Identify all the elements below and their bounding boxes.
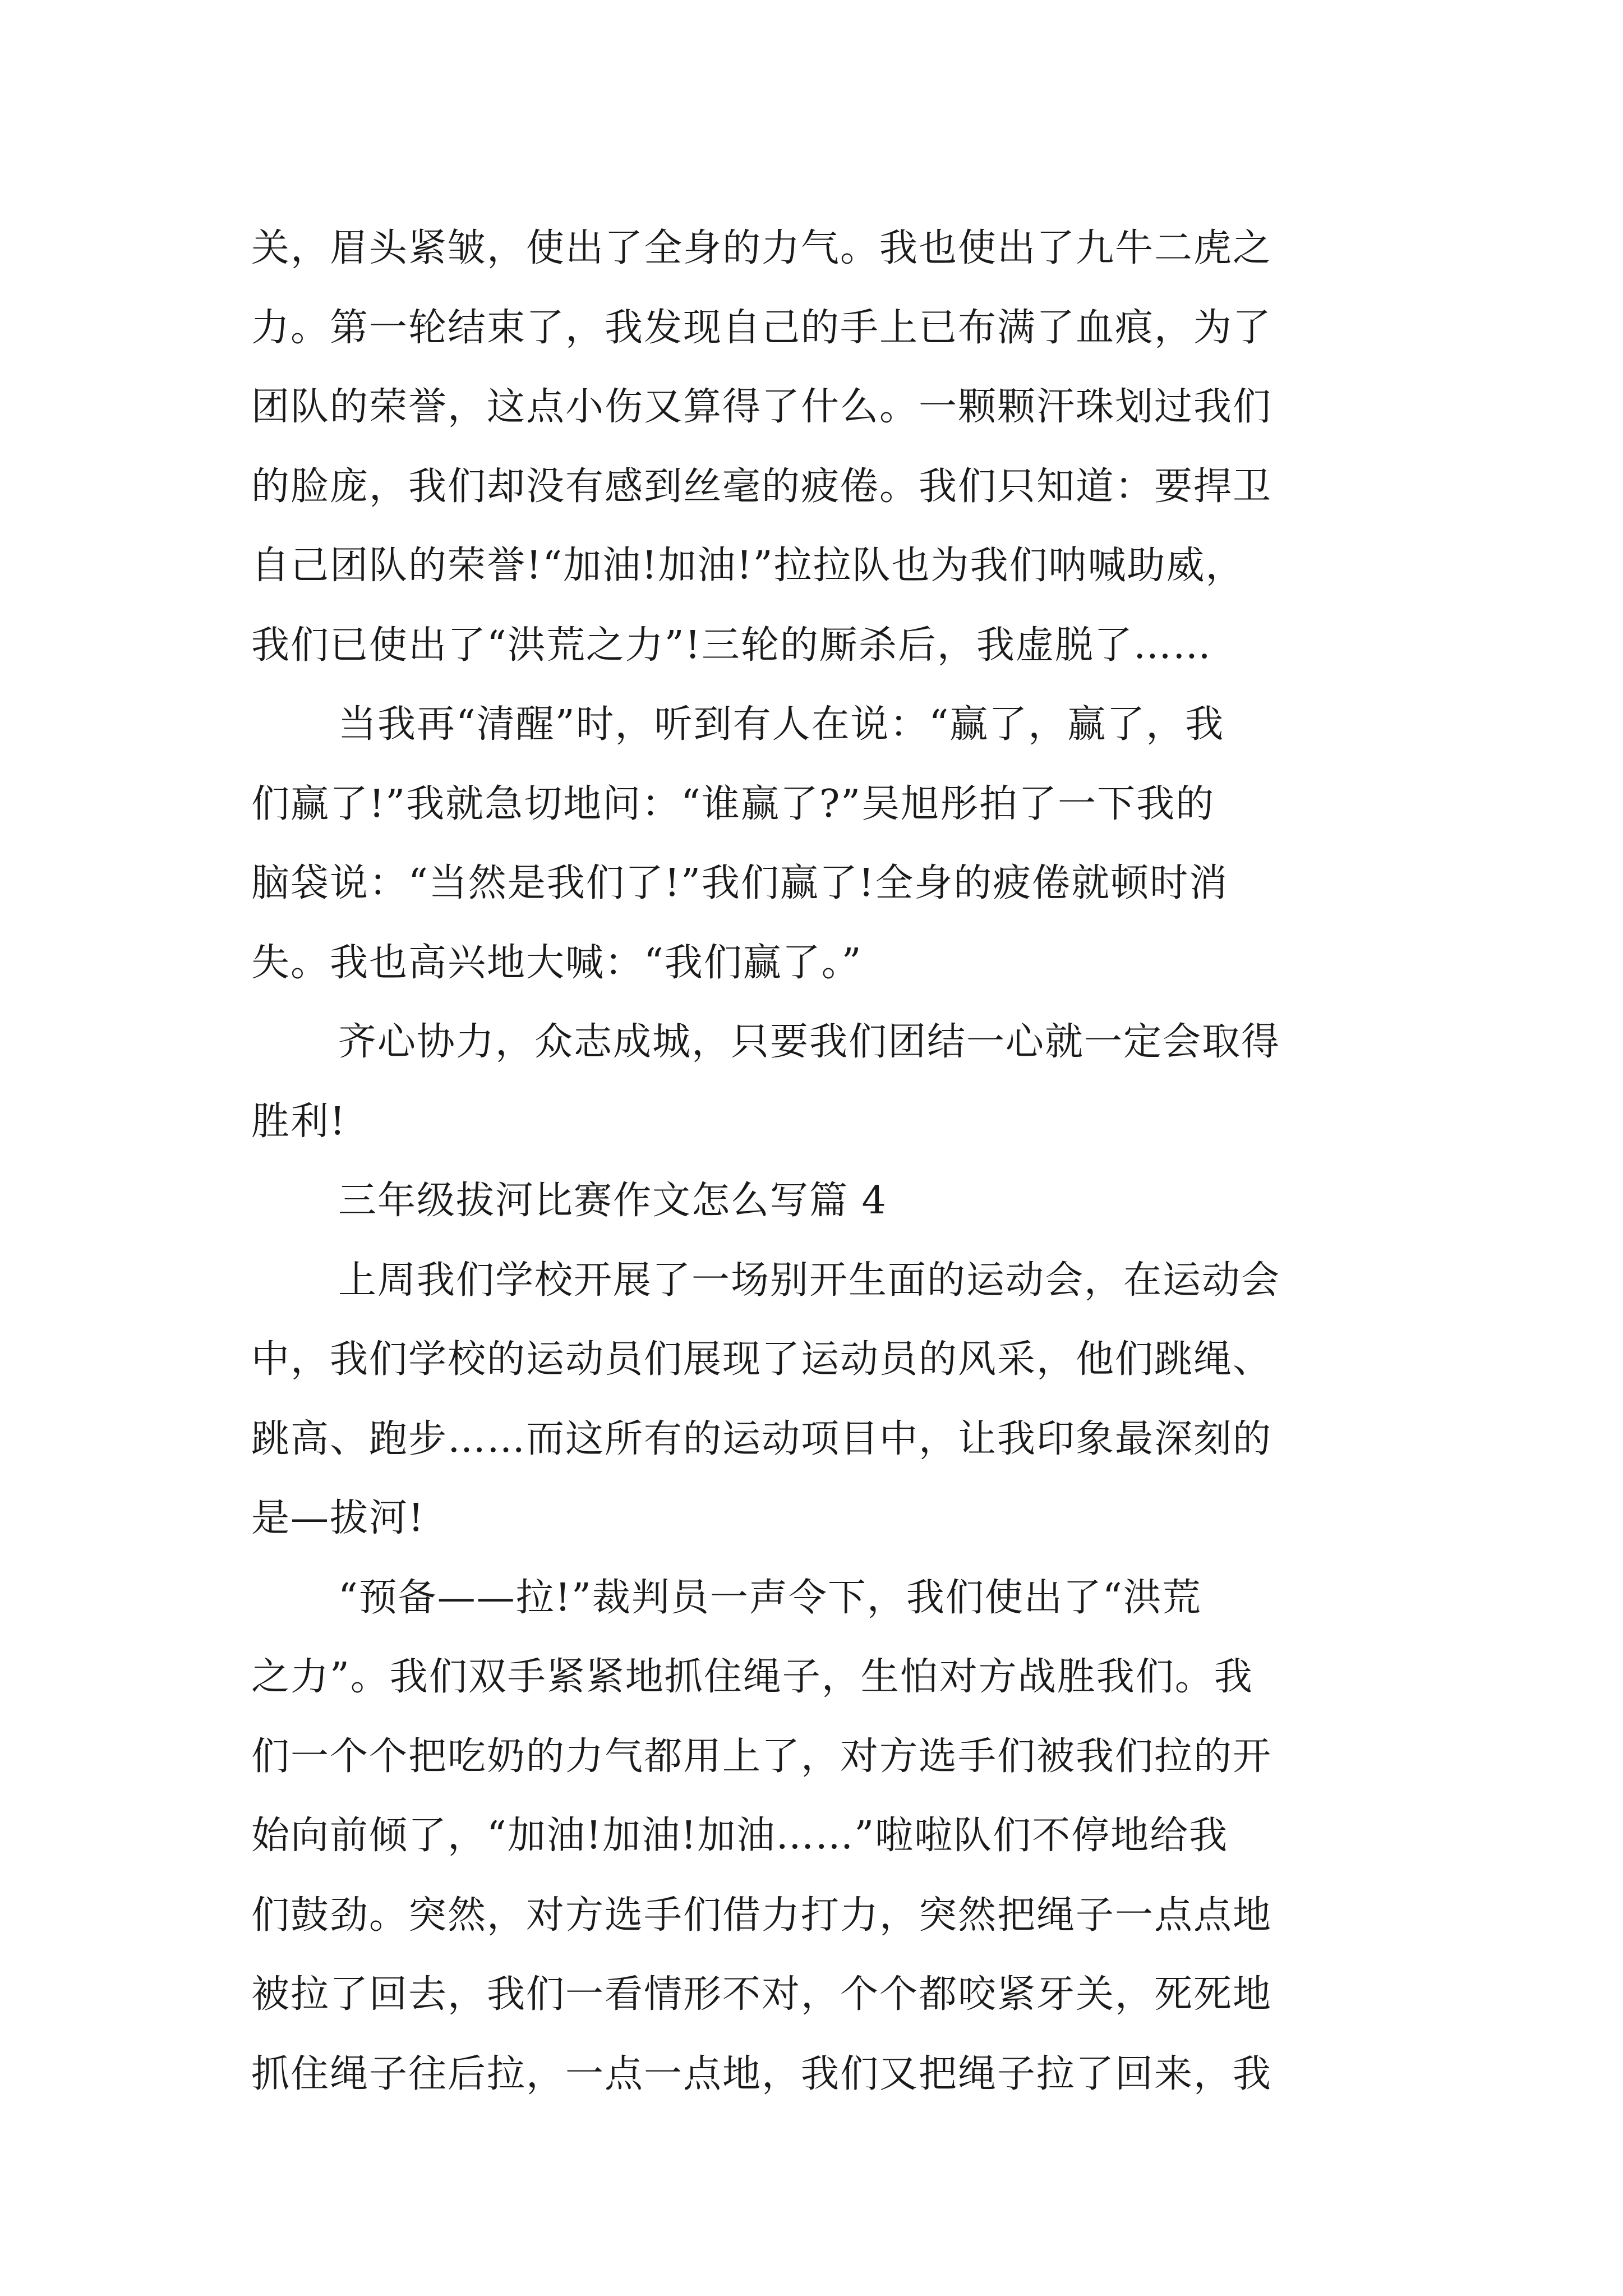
section-heading: 三年级拔河比赛作文怎么写篇 4 bbox=[338, 1179, 887, 1223]
document-body bbox=[251, 209, 1390, 2114]
paragraph: 当我再“清醒”时，听到有人在说：“赢了，赢了，我 们赢了!”我就急切地问：“谁赢了?”吴旭彤拍了一下我的 脑袋说：“当然是我们了!”我们赢了!全身的疲倦就顿时消 失。我也高兴地大喊：“我们赢了。” bbox=[251, 702, 1229, 985]
paragraph: “预备——拉!”裁判员一声令下，我们使出了“洪荒 之力”。我们双手紧紧地抓住绳子，生怕对方战胜我们。我 们一个个把吃奶的力气都用上了，对方选手们被我们拉的开 始向前倾了，“加油!加油!加油……”啦啦队们不停地给我 们鼓劲。突然，对方选手们借力打力，突然把绳子一点点地 被拉了回去，我们一看情形不对，个个都咬紧牙关，死死地 抓住绳子往后拉，一点一点地，我们又把绳子拉了回来，我 bbox=[251, 1575, 1272, 2096]
paragraph: 齐心协力，众志成城，只要我们团结一心就一定会取得 胜利! bbox=[251, 1020, 1281, 1144]
paragraph: 上周我们学校开展了一场别开生面的运动会，在运动会 中，我们学校的运动员们展现了运动员的风采，他们跳绳、 跳高、跑步……而这所有的运动项目中，让我印象最深刻的 是—拔河! bbox=[251, 1258, 1281, 1540]
paragraph: 关，眉头紧皱，使出了全身的力气。我也使出了九牛二虎之 力。第一轮结束了，我发现自己的手上已布满了血痕，为了 团队的荣誉，这点小伤又算得了什么。一颗颗汗珠划过我们 的脸庞，我们却没有感到丝毫的疲倦。我们只知道：要捍卫 自己团队的荣誉!“加油!加油!”拉拉队也为我们呐喊助威， 我们已使出了“洪荒之力”!三轮的厮杀后，我虚脱了…… bbox=[251, 226, 1272, 668]
